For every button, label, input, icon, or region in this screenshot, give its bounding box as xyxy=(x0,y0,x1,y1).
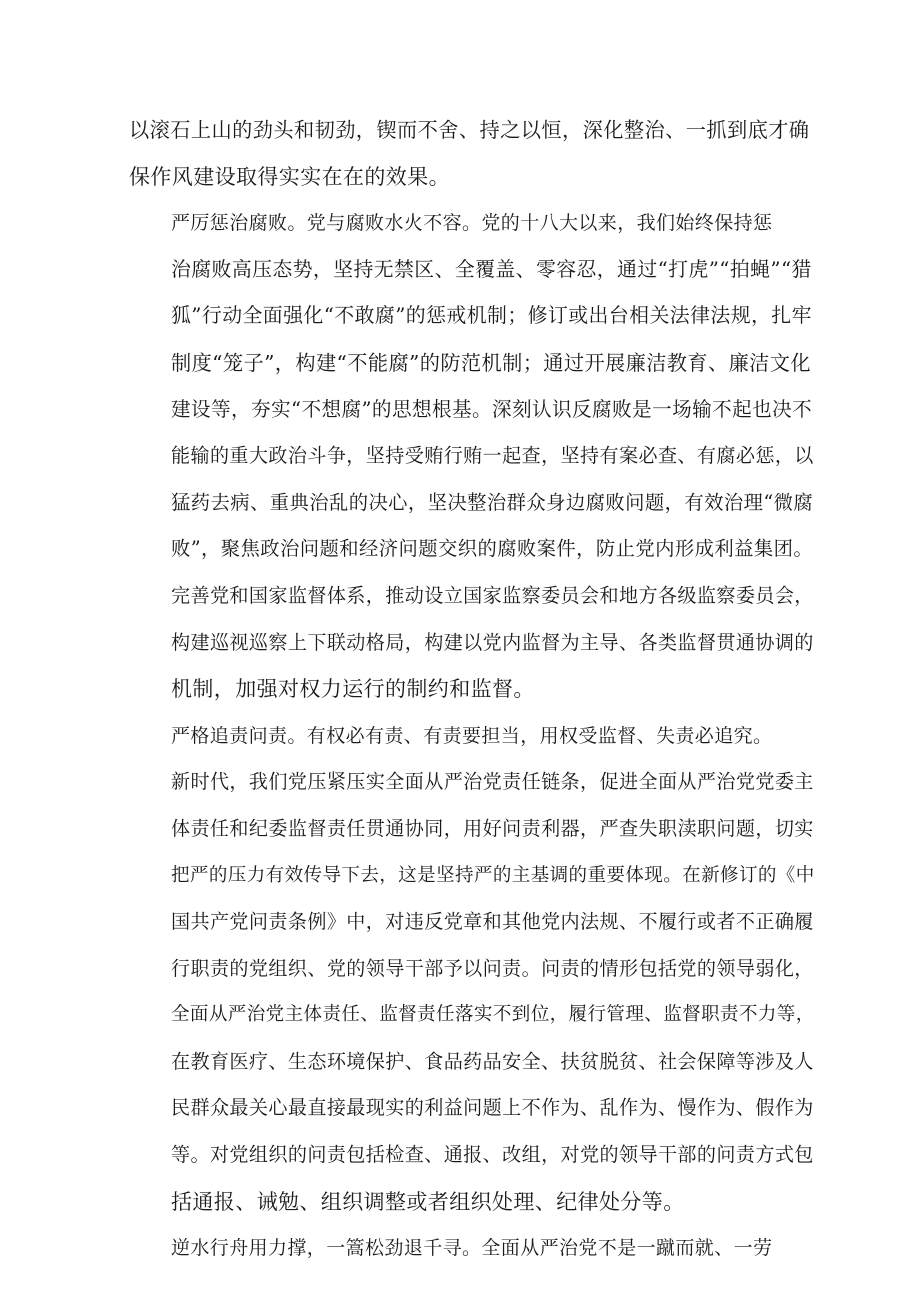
text-line: 保作风建设取得实实在在的效果。 xyxy=(129,164,450,189)
text-line: 严格追责问责。有权必有责、有责要担当，用权受监督、失责必追究。 xyxy=(171,724,773,747)
text-line: 括通报、诫勉、组织调整或者组织处理、纪律处分等。 xyxy=(171,1189,685,1214)
text-line: 建设等，夯实“不想腐”的思想根基。深刻认识反腐败是一场输不起也决不 xyxy=(171,397,813,421)
text-line: 完善党和国家监督体系，推动设立国家监察委员会和地方各级监察委员会， xyxy=(171,583,814,607)
text-line: 逆水行舟用力撑，一篙松劲退千寻。全面从严治党不是一蹴而就、一劳 xyxy=(171,1237,773,1260)
text-line: 在教育医疗、生态环境保护、食品药品安全、扶贫脱贫、社会保障等涉及人 xyxy=(171,1049,814,1073)
paragraph-persistence xyxy=(129,1225,809,1272)
text-line: 国共产党问责条例》中，对违反党章和其他党内法规、不履行或者不正确履 xyxy=(171,910,814,934)
text-line: 把严的压力有效传导下去，这是坚持严的主基调的重要体现。在新修订的《中 xyxy=(171,864,815,886)
text-line: 全面从严治党主体责任、监督责任落实不到位，履行管理、监督职责不力等， xyxy=(171,1004,815,1026)
body-text xyxy=(129,107,815,1272)
text-line: 等。对党组织的问责包括检查、通报、改组，对党的领导干部的问责方式包 xyxy=(171,1143,814,1167)
text-line: 体责任和纪委监督责任贯通协同，用好问责利器，严查失职渎职问题，切实 xyxy=(171,816,814,840)
text-line: 猛药去病、重典治乱的决心，坚决整治群众身边腐败问题，有效治理“微腐 xyxy=(171,490,814,514)
paragraph-continuation xyxy=(129,107,809,200)
text-line: 制度“笼子”，构建“不能腐”的防范机制；通过开展廉洁教育、廉洁文化 xyxy=(171,350,811,375)
text-line: 机制，加强对权力运行的制约和监督。 xyxy=(171,677,535,702)
text-line: 构建巡视巡察上下联动格局，构建以党内监督为主导、各类监督贯通协调的 xyxy=(171,630,814,654)
paragraph-accountability xyxy=(129,713,815,1226)
paragraph-punish-corruption xyxy=(129,200,814,713)
text-line: 狐”行动全面强化“不敢腐”的惩戒机制；修订或出台相关法律法规，扎牢 xyxy=(171,304,812,328)
text-line: 能输的重大政治斗争，坚持受贿行贿一起查，坚持有案必查、有腐必惩，以 xyxy=(171,444,814,468)
text-line: 败”，聚焦政治问题和经济问题交织的腐败案件，防止党内形成利益集团。 xyxy=(171,537,814,561)
text-line: 严厉惩治腐败。党与腐败水火不容。党的十八大以来，我们始终保持惩 xyxy=(171,212,773,235)
text-line: 治腐败高压态势，坚持无禁区、全覆盖、零容忍，通过“打虎”“拍蝇”“猎 xyxy=(171,257,812,281)
text-line: 行职责的党组织、党的领导干部予以问责。问责的情形包括党的领导弱化， xyxy=(171,956,814,980)
text-line: 以滚石上山的劲头和韧劲，锲而不舍、持之以恒，深化整治、一抓到底才确 xyxy=(129,118,810,142)
text-line: 民群众最关心最直接最现实的利益问题上不作为、乱作为、慢作为、假作为 xyxy=(171,1096,814,1120)
text-line: 新时代，我们党压紧压实全面从严治党责任链条，促进全面从严治党党委主 xyxy=(171,770,814,794)
